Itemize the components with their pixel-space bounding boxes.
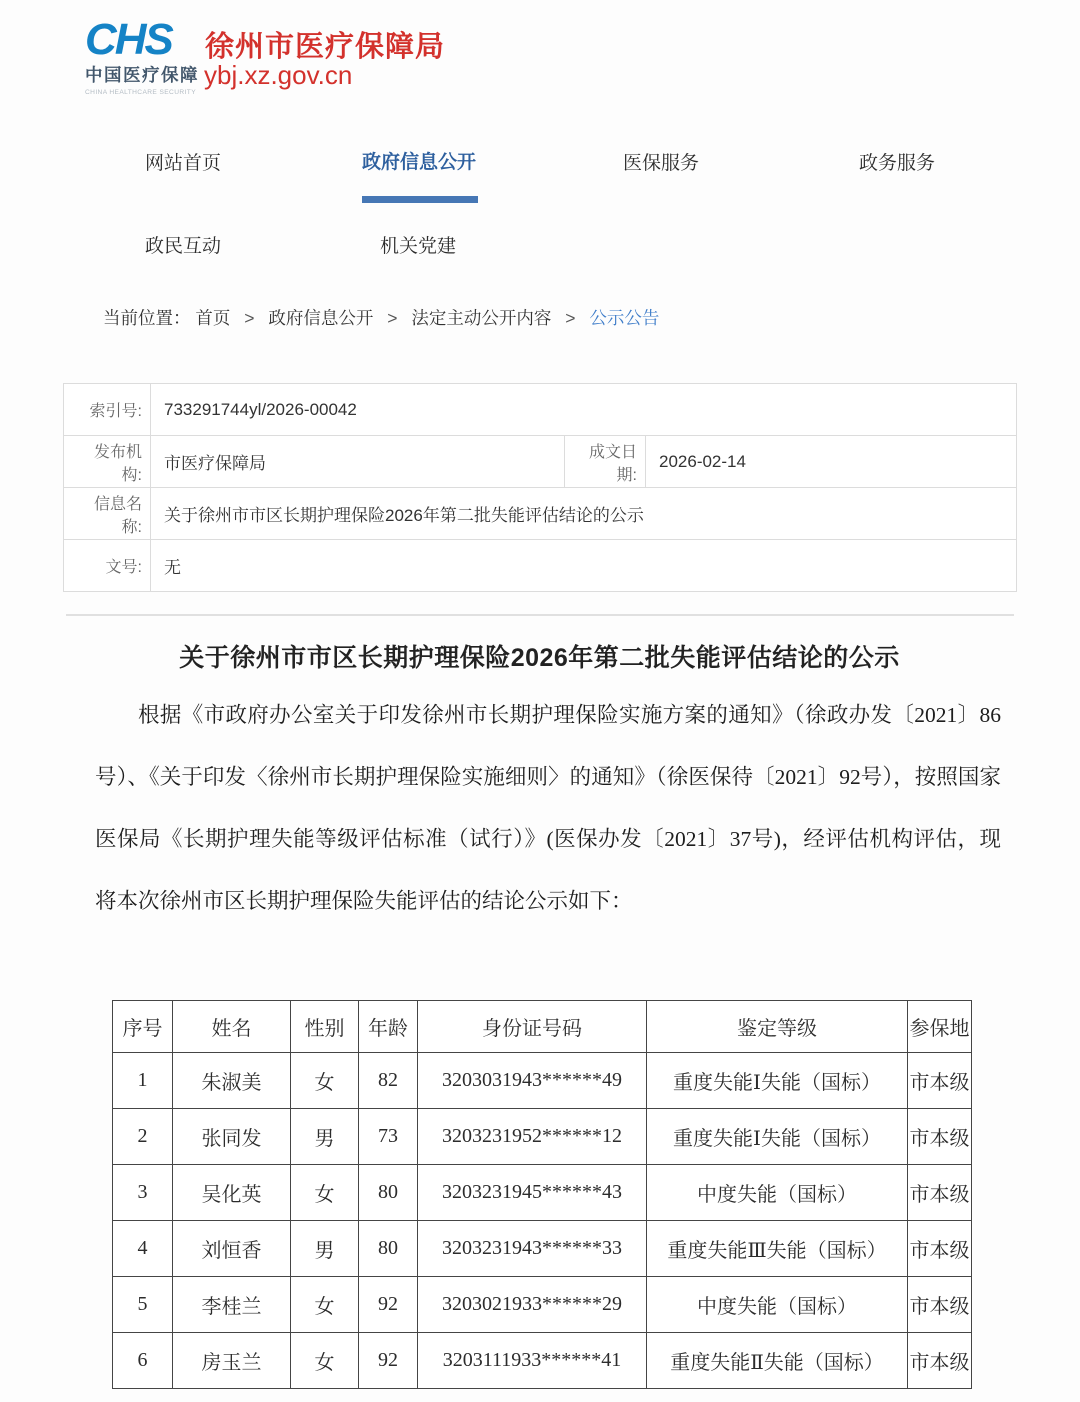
meta-label-doc-no: 文号: [64,540,151,592]
cell-gender: 女 [291,1165,359,1221]
site-title: 徐州市医疗保障局 [205,31,446,63]
cell-age: 92 [359,1277,418,1333]
cell-insured-area: 市本级 [908,1053,972,1109]
col-header-insured-area: 参保地 [908,1001,972,1053]
cell-insured-area: 市本级 [908,1165,972,1221]
col-header-age: 年龄 [359,1001,418,1053]
cell-id-number: 3203231945******43 [418,1165,647,1221]
cell-insured-area: 市本级 [908,1109,972,1165]
meta-row-doc-no [64,540,1017,592]
breadcrumb-separator: > [244,308,255,328]
meta-value-index: 733291744yl/2026-00042 [151,384,1017,436]
cell-age: 73 [359,1109,418,1165]
col-header-seq: 序号 [113,1001,173,1053]
meta-label-date: 成文日期: [565,436,646,488]
breadcrumb-home[interactable]: 首页 [195,308,231,328]
cell-id-number: 3203231943******33 [418,1221,647,1277]
logo-cn-name: 中国医疗保障 [85,65,199,85]
cell-name: 吴化英 [173,1165,291,1221]
cell-gender: 男 [291,1109,359,1165]
meta-row-name [64,488,1017,540]
cell-age: 92 [359,1333,418,1389]
cell-id-number: 3203021933******29 [418,1277,647,1333]
site-url[interactable]: ybj.xz.gov.cn [204,60,353,90]
nav-item-public-interaction[interactable]: 政民互动 [145,236,222,257]
col-header-id-number: 身份证号码 [418,1001,647,1053]
col-header-grade: 鉴定等级 [647,1001,908,1053]
cell-age: 80 [359,1165,418,1221]
cell-age: 80 [359,1221,418,1277]
table-row [113,1053,972,1109]
breadcrumb-public-notice[interactable]: 公示公告 [589,308,660,328]
breadcrumb-gov-info[interactable]: 政府信息公开 [268,308,374,328]
cell-seq: 4 [113,1221,173,1277]
breadcrumb-statutory-content[interactable]: 法定主动公开内容 [411,308,552,328]
meta-label-name: 信息名称: [64,488,151,540]
table-row [113,1165,972,1221]
site-logo[interactable] [85,15,205,96]
cell-grade: 中度失能（国标） [647,1165,908,1221]
cell-grade: 中度失能（国标） [647,1277,908,1333]
cell-seq: 2 [113,1109,173,1165]
cell-id-number: 3203231952******12 [418,1109,647,1165]
cell-seq: 5 [113,1277,173,1333]
meta-label-index: 索引号: [64,384,151,436]
document-meta-table [63,383,1017,592]
cell-id-number: 3203031943******49 [418,1053,647,1109]
meta-value-name: 关于徐州市市区长期护理保险2026年第二批失能评估结论的公示 [151,488,1017,540]
article-title: 关于徐州市市区长期护理保险2026年第二批失能评估结论的公示 [179,644,900,672]
cell-grade: 重度失能Ⅱ失能（国标） [647,1333,908,1389]
breadcrumb-prefix: 当前位置： [103,308,191,328]
article-paragraph: 根据《市政府办公室关于印发徐州市长期护理保险实施方案的通知》（徐政办发〔2021〕86号）、《关于印发〈徐州市长期护理保险实施细则〉的通知》（徐医保待〔2021〕92号），按照国家医保局《长期护理失能等级评估标准（试行）》(医保办发〔2021〕37号)，经评估机构评估，现将本次徐州市区长期护理保险失能评估的结论公示如下： [95,703,1001,913]
cell-insured-area: 市本级 [908,1221,972,1277]
cell-gender: 女 [291,1277,359,1333]
breadcrumb-separator: > [565,308,576,328]
cell-name: 朱淑美 [173,1053,291,1109]
cell-grade: 重度失能Ⅲ失能（国标） [647,1221,908,1277]
assessment-table-header-row [113,1001,972,1053]
breadcrumb [103,305,659,330]
cell-seq: 6 [113,1333,173,1389]
meta-label-org: 发布机构: [64,436,151,488]
nav-item-gov-info[interactable]: 政府信息公开 [362,147,476,174]
cell-insured-area: 市本级 [908,1333,972,1389]
nav-item-home[interactable]: 网站首页 [145,153,222,174]
table-row [113,1221,972,1277]
nav-item-party-building[interactable]: 机关党建 [380,236,457,257]
cell-name: 房玉兰 [173,1333,291,1389]
meta-row-index [64,384,1017,436]
breadcrumb-separator: > [387,308,398,328]
cell-seq: 3 [113,1165,173,1221]
cell-name: 张同发 [173,1109,291,1165]
section-divider [66,614,1014,616]
cell-grade: 重度失能Ⅰ失能（国标） [647,1053,908,1109]
table-row [113,1109,972,1165]
meta-row-org-date [64,436,1017,488]
cell-gender: 男 [291,1221,359,1277]
nav-item-medical-service[interactable]: 医保服务 [623,153,700,174]
assessment-table [112,1000,972,1389]
cell-name: 刘恒香 [173,1221,291,1277]
table-row [113,1333,972,1389]
cell-gender: 女 [291,1333,359,1389]
assessment-table-body [113,1053,972,1389]
meta-value-doc-no: 无 [151,540,1017,592]
cell-id-number: 3203111933******41 [418,1333,647,1389]
logo-en-name: CHINA HEALTHCARE SECURITY [85,89,196,96]
cell-gender: 女 [291,1053,359,1109]
meta-value-org: 市医疗保障局 [151,436,565,488]
table-row [113,1277,972,1333]
cell-age: 82 [359,1053,418,1109]
cell-seq: 1 [113,1053,173,1109]
cell-name: 李桂兰 [173,1277,291,1333]
nav-item-gov-service[interactable]: 政务服务 [859,153,936,174]
col-header-name: 姓名 [173,1001,291,1053]
col-header-gender: 性别 [291,1001,359,1053]
cell-grade: 重度失能Ⅰ失能（国标） [647,1109,908,1165]
meta-value-date: 2026-02-14 [646,436,1017,488]
chs-logo-icon: CHS [85,15,172,64]
cell-insured-area: 市本级 [908,1277,972,1333]
